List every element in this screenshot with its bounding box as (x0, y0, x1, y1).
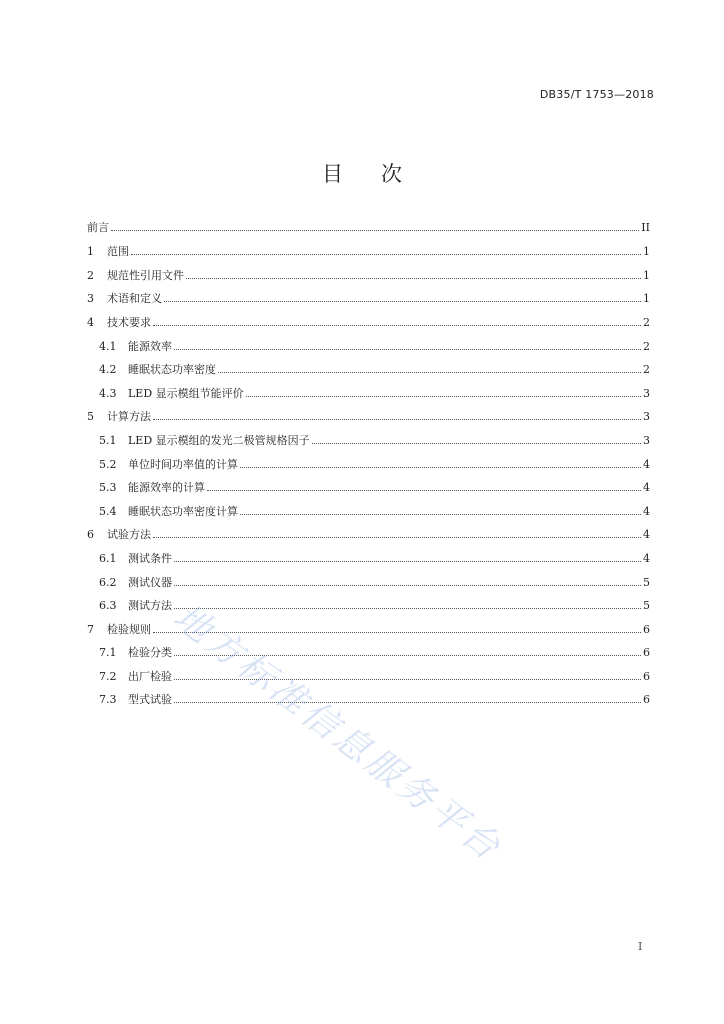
toc-entry-label: 测试方法 (128, 599, 172, 613)
toc-entry[interactable] (87, 550, 650, 574)
toc-entry-page: 2 (643, 339, 650, 353)
dot-leader (174, 701, 641, 703)
dot-leader (174, 348, 641, 350)
toc-entry[interactable] (87, 479, 650, 503)
toc-entry-label: 前言 (87, 221, 109, 234)
toc-entry-label: 能源效率 (128, 339, 172, 353)
toc-entry[interactable] (87, 338, 650, 362)
toc-entry-page: 3 (643, 386, 650, 400)
toc-entry-label: 单位时间功率值的计算 (128, 457, 238, 471)
toc-entry-label: 规范性引用文件 (107, 268, 184, 282)
dot-leader (153, 418, 641, 420)
dot-leader (174, 584, 641, 586)
toc-entry-page: 6 (643, 622, 650, 636)
dot-leader (111, 229, 639, 231)
toc-entry-number: 5.2 (99, 457, 117, 471)
dot-leader (153, 536, 641, 538)
toc-entry-page: 4 (643, 457, 650, 471)
toc-entry-number: 7 (87, 622, 94, 636)
toc-entry-page: 4 (643, 481, 650, 495)
toc-entry-page: 1 (643, 292, 650, 306)
toc-entry-label: LED 显示模组的发光二极管规格因子 (128, 434, 310, 448)
toc-entry[interactable] (87, 644, 650, 668)
toc-entry-number: 4.2 (99, 363, 117, 377)
toc-entry[interactable] (87, 432, 650, 456)
toc-entry[interactable] (87, 361, 650, 385)
dot-leader (240, 513, 641, 515)
page-title (0, 158, 724, 188)
toc-entry-number: 7.1 (99, 646, 117, 660)
toc-entry-number: 5.4 (99, 504, 117, 518)
toc-entry-number: 6.2 (99, 575, 117, 589)
toc-entry-label: 测试条件 (128, 552, 172, 566)
toc-entry-number: 7.2 (99, 669, 117, 683)
dot-leader (174, 607, 641, 609)
toc-entry-page: 5 (643, 575, 650, 589)
toc-entry-label: LED 显示模组节能评价 (128, 386, 244, 400)
toc-entry[interactable] (87, 526, 650, 550)
toc-entry[interactable] (87, 691, 650, 715)
toc-entry-number: 7.3 (99, 693, 117, 707)
standard-code: DB35/T 1753—2018 (539, 88, 654, 101)
toc-entry-page: 6 (643, 693, 650, 707)
toc-entry[interactable] (87, 503, 650, 527)
toc-entry-page: 5 (643, 599, 650, 613)
toc-entry-page: 1 (643, 268, 650, 282)
dot-leader (246, 395, 641, 397)
toc-entry-label: 睡眠状态功率密度计算 (128, 504, 238, 518)
watermark: 地方标准信息服务平台 (165, 596, 510, 870)
toc-entry[interactable] (87, 385, 650, 409)
toc-entry-number: 4 (87, 316, 94, 330)
toc-entry[interactable] (87, 574, 650, 598)
dot-leader (312, 442, 641, 444)
toc-entry-label: 术语和定义 (107, 292, 162, 306)
toc-entry[interactable] (87, 597, 650, 621)
toc-entry[interactable] (87, 408, 650, 432)
toc-entry-number: 4.3 (99, 386, 117, 400)
toc-entry-page: 3 (643, 410, 650, 424)
toc-entry[interactable] (87, 219, 650, 243)
toc-entry-number: 5 (87, 410, 94, 424)
toc-entry[interactable] (87, 314, 650, 338)
table-of-contents (87, 219, 650, 715)
dot-leader (207, 489, 641, 491)
toc-entry[interactable] (87, 243, 650, 267)
dot-leader (131, 253, 641, 255)
toc-entry-number: 6.3 (99, 599, 117, 613)
dot-leader (174, 560, 641, 562)
toc-entry-label: 型式试验 (128, 693, 172, 707)
toc-entry-label: 计算方法 (107, 410, 151, 424)
dot-leader (164, 300, 641, 302)
toc-entry-page: 1 (643, 244, 650, 258)
toc-entry-label: 测试仪器 (128, 575, 172, 589)
toc-entry-label: 技术要求 (107, 316, 151, 330)
toc-entry-label: 检验规则 (107, 622, 151, 636)
toc-entry-number: 6.1 (99, 552, 117, 566)
toc-entry[interactable] (87, 668, 650, 692)
dot-leader (240, 466, 641, 468)
toc-entry-page: 6 (643, 646, 650, 660)
toc-entry[interactable] (87, 267, 650, 291)
toc-entry-page: 4 (643, 528, 650, 542)
toc-entry-page: 2 (643, 316, 650, 330)
toc-entry-page: 4 (643, 504, 650, 518)
toc-entry[interactable] (87, 290, 650, 314)
toc-entry-page: 3 (643, 434, 650, 448)
toc-entry-number: 6 (87, 528, 94, 542)
title-char-1: 目 (322, 162, 343, 186)
toc-entry-label: 检验分类 (128, 646, 172, 660)
title-char-2: 次 (381, 162, 402, 186)
page-number: I (638, 940, 643, 953)
toc-entry[interactable] (87, 456, 650, 480)
toc-entry-page: II (641, 221, 650, 234)
dot-leader (153, 324, 641, 326)
toc-entry-label: 出厂检验 (128, 669, 172, 683)
toc-entry-number: 4.1 (99, 339, 117, 353)
toc-entry-number: 3 (87, 292, 94, 306)
toc-entry-label: 能源效率的计算 (128, 481, 205, 495)
toc-entry-number: 5.3 (99, 481, 117, 495)
dot-leader (186, 277, 641, 279)
toc-entry-number: 2 (87, 268, 94, 282)
toc-entry-label: 试验方法 (107, 528, 151, 542)
toc-entry-label: 睡眠状态功率密度 (128, 363, 216, 377)
toc-entry-number: 5.1 (99, 434, 117, 448)
toc-entry-label: 范围 (107, 244, 129, 258)
toc-entry-page: 2 (643, 363, 650, 377)
dot-leader (218, 371, 641, 373)
toc-entry-page: 4 (643, 552, 650, 566)
toc-entry-number: 1 (87, 244, 94, 258)
toc-entry-page: 6 (643, 669, 650, 683)
